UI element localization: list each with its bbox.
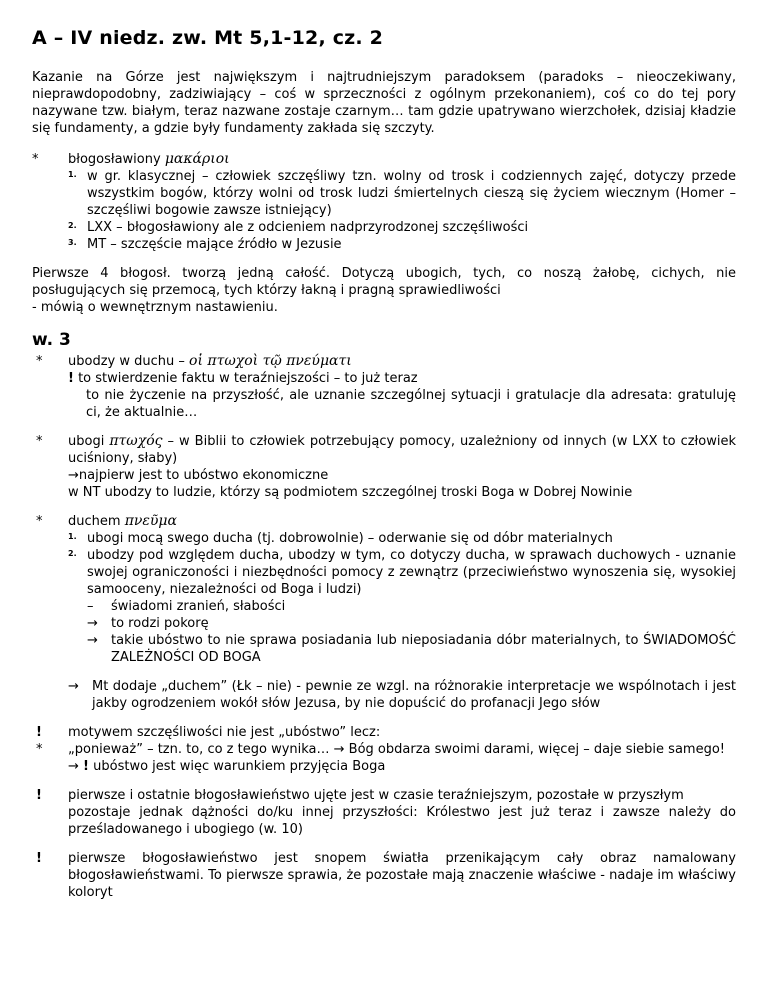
asterisk-marker: * bbox=[36, 742, 43, 757]
sub-item: – świadomi zranień, słabości bbox=[87, 599, 286, 614]
motive-block: ! * motywem szczęśliwości nie jest „ubóstwo” lecz: „ponieważ” – tzn. to, co z tego wynika… → Bóg obdarza swoimi darami, więcej – daje siebie samego! → ! ubóstwo jest więc warunkiem przyjęcia Boga bbox=[36, 725, 725, 774]
exclamation-marker: ! bbox=[83, 759, 89, 774]
arrow-icon: → bbox=[68, 679, 79, 694]
exclamation-marker: ! bbox=[36, 788, 42, 803]
list-item: 3. MT – szczęście mające źródło w Jezusie bbox=[68, 237, 342, 252]
poor-block: * ubogi πτωχός – w Biblii to człowiek potrzebujący pomocy, uzależniony od innych (w LXX to człowiek uciśniony, słaby) →najpierw jest to ubóstwo ekonomiczne w NT ubodzy to ludzie, którzy są podmiotem szczególnej troski Boga w Dobrej Nowinie bbox=[32, 433, 736, 501]
light-block: ! pierwsze błogosławieństwo jest snopem światła przenikającym cały obraz namalowany błogosławieństwami. To pierwsze sprawia, że pozostałe mają znaczenie właściwe - nadaje im właściwy koloryt bbox=[32, 850, 736, 901]
page-title: A – IV niedz. zw. Mt 5,1-12, cz. 2 bbox=[32, 27, 384, 49]
poor-in-spirit-block: * ubodzy w duchu – οἱ πτωχοὶ τῷ πνεύματι ! to stwierdzenie faktu w teraźniejszości – to już teraz to nie życzenie na przyszłość, ale uznanie szczególnej sytuacji i gratulacje dla adresata: gratuluję ci, że aktualnie… bbox=[32, 353, 736, 421]
spirit-meanings-list bbox=[68, 530, 736, 598]
list-item: 2. ubodzy pod względem ducha, ubodzy w tym, co dotyczy ducha, w sprawach duchowych - uznanie swojej ograniczoności i niezbędności pomocy z zewnątrz (przeciwieństwo wynoszenia się, wysokiej samooceny, niezależności od Boga i ludzi) bbox=[68, 548, 736, 597]
greek-phrase: οἱ πτωχοὶ τῷ πνεύματι bbox=[189, 353, 352, 369]
greek-pneuma: πνεῦμα bbox=[124, 513, 177, 529]
list-item: 1. ubogi mocą swego ducha (tj. dobrowolnie) – oderwanie się od dóbr materialnych bbox=[68, 531, 613, 546]
arrow-icon: → bbox=[68, 759, 79, 774]
list-item: 2. LXX – błogosławiony ale z odcieniem nadprzyrodzonej szczęśliwości bbox=[68, 220, 529, 235]
verse-heading: w. 3 bbox=[32, 330, 71, 350]
list-item: 1. w gr. klasycznej – człowiek szczęśliwy tzn. wolny od trosk i codziennych zajęć, dotyczy przede wszystkim bogów, którzy wolni od trosk ludzi śmiertelnych cieszą się życiem wiecznym (Homer – szczęśliwi bogowie zawsze istniejący) bbox=[68, 169, 736, 218]
first-four-paragraph: Pierwsze 4 błogosł. tworzą jedną całość. Dotyczą ubogich, tych, co noszą żałobę, cichych, nie posługujących się przemocą, tych którzy łakną i pragną sprawiedliwości bbox=[32, 266, 736, 298]
mt-note: → Mt dodaje „duchem” (Łk – nie) - pewnie ze wzgl. na różnorakie interpretacje we wspólnotach i jest jakby ogrodzeniem wokół słów Jezusa, by nie dopuścić do profanacji Jego słów bbox=[68, 679, 736, 711]
blessed-meanings-list bbox=[68, 168, 736, 253]
arrow-icon: → bbox=[68, 468, 79, 483]
first-four-paragraph-end: - mówią o wewnętrznym nastawieniu. bbox=[32, 300, 278, 315]
exclamation-marker: ! bbox=[36, 725, 42, 740]
greek-ptochos: πτωχός bbox=[109, 433, 163, 449]
arrow-icon: → bbox=[87, 633, 98, 648]
greek-makarioi: μακάριοι bbox=[164, 151, 230, 167]
blessed-label: błogosławiony bbox=[68, 152, 161, 167]
tense-block: ! pierwsze i ostatnie błogosławieństwo ujęte jest w czasie teraźniejszym, pozostałe w przyszłym pozostaje jednak dążności do/ku innej przyszłości: Królestwo jest już teraz i zawsze należy do prześladowanego i ubogiego (w. 10) bbox=[32, 787, 736, 838]
spirit-block: * duchem πνεῦμα 1. ubogi mocą swego ducha (tj. dobrowolnie) – oderwanie się od dóbr materialnych 2. ubodzy pod względem ducha, ubodzy w tym, co dotyczy ducha, w sprawach duchowych - uznanie swojej ograniczoności i niezbędności pomocy z zewnątrz (przeciwieństwo wynoszenia się, wysokiej samooceny, niezależności od Boga i ludzi) – świadomi zranień, słabości → to rodzi pokorę → takie ubóstwo to nie sprawa posiadania lub nieposiadania dóbr materialnych, to ŚWIADOMOŚĆ ZALEŻNOŚCI OD BOGA → Mt dodaje „duchem” (Łk – nie) - pewnie ze wzgl. na różnorakie interpretacje we wspólnotach i jest jakby ogrodzeniem wokół słów Jezusa, by nie dopuścić do profanacji Jego słów bbox=[32, 513, 736, 712]
asterisk-marker: * bbox=[32, 152, 39, 167]
asterisk-marker: * bbox=[36, 434, 43, 449]
blessed-definition bbox=[32, 151, 736, 253]
asterisk-marker: * bbox=[36, 354, 43, 369]
sub-item: → to rodzi pokorę bbox=[87, 616, 209, 631]
dash-marker: – bbox=[87, 599, 94, 614]
asterisk-marker: * bbox=[36, 514, 43, 529]
exclamation-marker: ! bbox=[36, 851, 42, 866]
intro-paragraph: Kazanie na Górze jest największym i najtrudniejszym paradoksem (paradoks – nieoczekiwany, nieprawdopodobny, zadziwiający – coś w sprzeczności z ogólnym przekonaniem), coś co do tej pory nazywane tzw. białym, teraz nazwane zostaje czarnym… tam gdzie upatrywano wierzchołek, dzisiaj kładzie się fundamenty, a gdzie były fundamenty zakłada się szczyty. bbox=[32, 70, 736, 136]
arrow-icon: → bbox=[87, 616, 98, 631]
exclamation-marker: ! bbox=[68, 371, 74, 386]
sub-item: → takie ubóstwo to nie sprawa posiadania lub nieposiadania dóbr materialnych, to ŚWIADOMOŚĆ ZALEŻNOŚCI OD BOGA bbox=[87, 633, 736, 665]
